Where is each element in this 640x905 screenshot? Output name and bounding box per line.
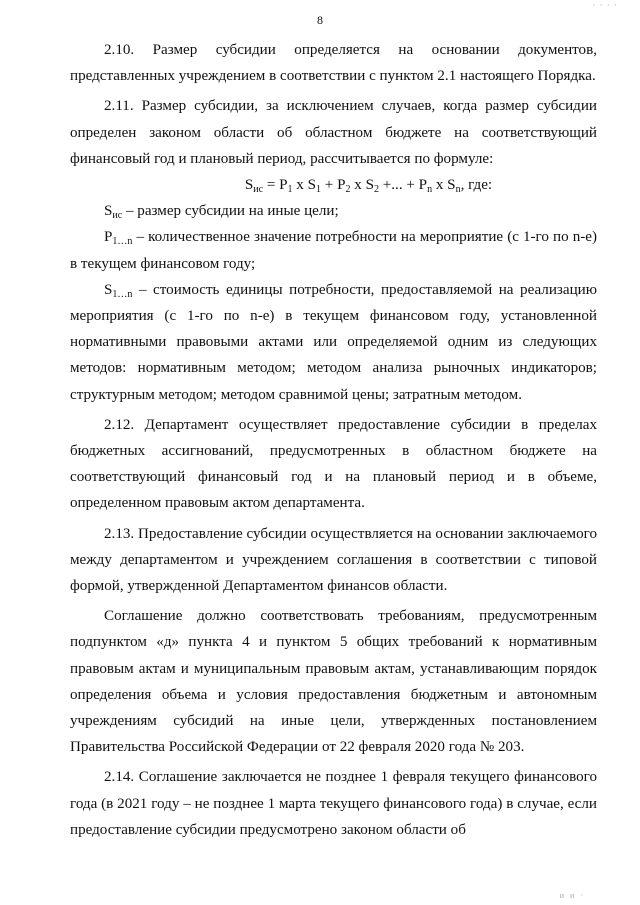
- formula-x2: х S: [350, 177, 374, 194]
- footer-mark: и и ·: [559, 891, 585, 900]
- formula-i4: 2: [374, 184, 379, 196]
- def-symbol: S: [104, 281, 113, 298]
- corner-mark: · · · ·: [592, 0, 618, 10]
- definition-sis: [70, 198, 597, 224]
- formula: [70, 172, 597, 198]
- document-body: [70, 37, 597, 843]
- formula-s: S: [244, 177, 254, 194]
- formula-s-sub: ис: [253, 184, 264, 196]
- def-subscript: ис: [112, 210, 123, 222]
- def-subscript: 1…n: [112, 288, 133, 300]
- formula-x1: х S: [292, 177, 317, 194]
- formula-i5: n: [427, 184, 433, 196]
- formula-i3: 2: [345, 184, 351, 196]
- definition-p: [70, 224, 597, 276]
- def-text: – стоимость единицы потребности, предоставляемой на реализацию мероприятия (с 1-го по n-е) в текущем финансовом году, установленной нормативными правовыми актами или определяемой одним из следующих методов: нормативным методом; методом анализа рыночных индикаторов; структурным методом; методом сравнимой цены; затратным методом.: [70, 281, 597, 403]
- def-symbol: S: [104, 203, 113, 220]
- formula-mid: +... + P: [379, 177, 428, 194]
- paragraph-agreement: Соглашение должно соответствовать требованиям, предусмотренным подпунктом «д» пункта 4 и пунктом 5 общих требований к нормативным правовым актам и муниципальным правовым актам, устанавливающим порядок определения объема и условия предоставления бюджетным и автономным учреждениям субсидий на иные цели, утвержденных постановлением Правительства Российской Федерации от 22 февраля 2020 года № 203.: [70, 608, 597, 756]
- paragraph-2-12: 2.12. Департамент осуществляет предоставление субсидии в пределах бюджетных ассигнований, предусмотренных в областном бюджете на соответствующий финансовый год и на плановый период и в объеме, определенном правовым актом департамента.: [70, 416, 597, 512]
- page-number: 8: [317, 13, 323, 27]
- def-subscript: 1…n: [112, 236, 133, 248]
- formula-p2: + P: [321, 177, 346, 194]
- formula-eq: = P: [263, 177, 288, 194]
- formula-tail: , где:: [460, 177, 493, 194]
- formula-i1: 1: [287, 184, 293, 196]
- formula-i2: 1: [316, 184, 322, 196]
- def-text: – размер субсидии на иные цели;: [122, 203, 339, 220]
- formula-x3: х S: [432, 177, 456, 194]
- paragraph-2-14: 2.14. Соглашение заключается не позднее 1 февраля текущего финансового года (в 2021 году – не позднее 1 марта текущего финансового года) в случае, если предоставление субсидии предусмотрено законом области об: [70, 769, 597, 838]
- paragraph-2-13: 2.13. Предоставление субсидии осуществляется на основании заключаемого между департаментом и учреждением соглашения в соответствии с типовой формой, утвержденной Департаментом финансов области.: [70, 525, 597, 595]
- def-text: – количественное значение потребности на мероприятие (с 1-го по n-е) в текущем финансовом году;: [70, 229, 597, 272]
- definition-s: [70, 277, 597, 408]
- paragraph-2-11: 2.11. Размер субсидии, за исключением случаев, когда размер субсидии определен законом области об областном бюджете на соответствующий финансовый год и плановый период, рассчитывается по формуле:: [70, 98, 597, 167]
- paragraph-2-10: 2.10. Размер субсидии определяется на основании документов, представленных учреждением в соответствии с пунктом 2.1 настоящего Порядка.: [70, 42, 597, 85]
- def-symbol: P: [104, 229, 113, 246]
- formula-i6: n: [455, 184, 461, 196]
